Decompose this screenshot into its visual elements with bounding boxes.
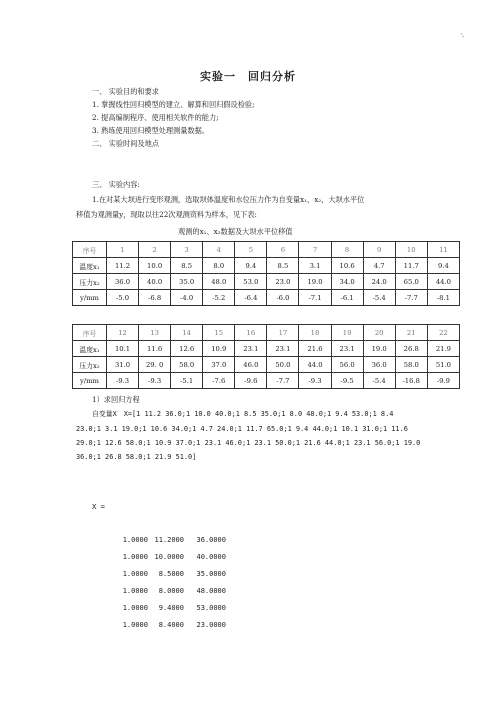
table-cell: -9.5: [331, 373, 363, 389]
table-cell: 12: [107, 325, 139, 341]
matrix-cell: 1.0000: [122, 587, 148, 595]
table-cell: 21.6: [299, 341, 331, 357]
table-cell: 9.4: [427, 258, 459, 274]
code-line-2: 23.0;1 3.1 19.0;1 10.6 34.0;1 4.7 24.0;1 11.7 65.0;1 9.4 44.0;1 10.1 31.0;1 11.6: [76, 425, 408, 433]
table-cell: 14: [171, 325, 203, 341]
table-cell: 36.0: [363, 357, 395, 373]
table-row: [73, 274, 460, 290]
table-cell: -6.0: [267, 290, 299, 306]
table-cell: 19.0: [363, 341, 395, 357]
table-cell: 58.0: [171, 357, 203, 373]
table-cell: 22: [427, 325, 459, 341]
matrix-cell: 8.4000: [158, 621, 184, 629]
table-cell: -5.4: [363, 290, 395, 306]
table-cell: -9.6: [235, 373, 267, 389]
table-cell: 18: [299, 325, 331, 341]
table-cell: 8.5: [171, 258, 203, 274]
table-cell: 50.0: [267, 357, 299, 373]
matrix-cell: 23.0000: [196, 621, 226, 629]
matrix-cell: 11.2000: [154, 536, 184, 544]
table-cell: -5.2: [203, 290, 235, 306]
matrix-cell: 1.0000: [122, 536, 148, 544]
table-cell: 51.0: [427, 357, 459, 373]
table-cell: 21.9: [427, 341, 459, 357]
table-cell: 21: [395, 325, 427, 341]
section-2-heading: 二、 实验时间及地点: [92, 139, 159, 148]
matrix-cell: 1.0000: [122, 570, 148, 578]
table-cell: 17: [267, 325, 299, 341]
table-cell: 3.1: [299, 258, 331, 274]
table-cell: -9.9: [427, 373, 459, 389]
table-cell: -9.3: [299, 373, 331, 389]
table-cell: 31.0: [107, 357, 139, 373]
table-cell: -9.3: [139, 373, 171, 389]
table-cell: 9: [363, 242, 395, 258]
table-cell: 8.5: [267, 258, 299, 274]
section-1-heading: 一、 实验目的和要求: [92, 87, 159, 96]
table-cell: 3: [171, 242, 203, 258]
matrix-cell: 1.0000: [122, 604, 148, 612]
table-cell: 23.1: [235, 341, 267, 357]
row-header-cell: 温度x₁: [73, 341, 107, 357]
table-cell: 10.0: [139, 258, 171, 274]
code-line-4: 36.0;1 26.8 58.0;1 21.9 51.0]: [76, 453, 197, 461]
matrix-cell: 8.0000: [158, 587, 184, 595]
table-cell: 10.9: [203, 341, 235, 357]
table-cell: 11.6: [139, 341, 171, 357]
table-cell: 13: [139, 325, 171, 341]
matrix-cell: 1.0000: [122, 621, 148, 629]
matrix-cell: 36.0000: [196, 536, 226, 544]
table-cell: 19.0: [299, 274, 331, 290]
table-cell: 35.0: [171, 274, 203, 290]
table-cell: 40.0: [139, 274, 171, 290]
table-cell: -7.6: [203, 373, 235, 389]
matrix-cell: 48.0000: [196, 587, 226, 595]
code-line-1: 自变量X X=[1 11.2 36.0;1 10.0 40.0;1 8.5 35.0;1 8.0 48.0;1 9.4 53.0;1 8.4: [92, 410, 394, 418]
table-caption: 观测的x₁、x₂数据及大坝水平位移值: [178, 227, 293, 236]
table-cell: -7.7: [395, 290, 427, 306]
table-cell: 7: [299, 242, 331, 258]
table-cell: 11: [427, 242, 459, 258]
table-cell: 10.1: [107, 341, 139, 357]
table-cell: -5.0: [107, 290, 139, 306]
table-cell: 48.0: [203, 274, 235, 290]
table-cell: 26.8: [395, 341, 427, 357]
matrix-label: X =: [92, 502, 105, 511]
table-cell: 12.6: [171, 341, 203, 357]
matrix-cell: 35.0000: [196, 570, 226, 578]
matrix-cell: 8.5000: [158, 570, 184, 578]
table-cell: 6: [267, 242, 299, 258]
table-cell: -7.1: [299, 290, 331, 306]
requirement-1: 1. 掌握线性回归模型的建立、解算和回归假设检验;: [92, 100, 255, 109]
table-cell: 8.0: [203, 258, 235, 274]
table-row: [73, 341, 460, 357]
table-row: [73, 258, 460, 274]
table-cell: -8.1: [427, 290, 459, 306]
table-cell: -4.0: [171, 290, 203, 306]
row-header-cell: 温度x₁: [73, 258, 107, 274]
row-header-cell: 压力x₂: [73, 274, 107, 290]
table-cell: 1: [107, 242, 139, 258]
table-cell: 8: [331, 242, 363, 258]
table-cell: -7.7: [267, 373, 299, 389]
table-cell: 15: [203, 325, 235, 341]
table-row: [73, 290, 460, 306]
table-cell: 9.4: [235, 258, 267, 274]
intro-line-1: 1.在对某大坝进行变形观测，选取坝体温度和水位压力作为自变量x₁，x₂，大坝水平位: [92, 195, 365, 204]
table-cell: 56.0: [331, 357, 363, 373]
data-table-1: [72, 241, 460, 306]
section-3-heading: 三、 实验内容:: [92, 180, 140, 189]
requirement-2: 2. 提高编制程序、使用相关软件的能力;: [92, 113, 219, 122]
table-cell: -16.8: [395, 373, 427, 389]
matrix-cell: 1.0000: [122, 553, 148, 561]
table-cell: 23.0: [267, 274, 299, 290]
matrix-cell: 40.0000: [196, 553, 226, 561]
matrix-cell: 9.4000: [158, 604, 184, 612]
table-cell: 11.2: [107, 258, 139, 274]
table-cell: 16: [235, 325, 267, 341]
row-header-cell: y/mm: [73, 290, 107, 306]
table-cell: 23.1: [331, 341, 363, 357]
table-cell: 23.1: [267, 341, 299, 357]
table-cell: -6.4: [235, 290, 267, 306]
table-cell: 4.7: [363, 258, 395, 274]
row-header-cell: 序号: [73, 242, 107, 258]
table-cell: -5.4: [363, 373, 395, 389]
table-row: [73, 242, 460, 258]
table-cell: 10.6: [331, 258, 363, 274]
table-cell: 4: [203, 242, 235, 258]
table-cell: 44.0: [299, 357, 331, 373]
table-cell: 58.0: [395, 357, 427, 373]
page-title: 实验一 回归分析: [200, 70, 296, 83]
code-line-3: 29.0;1 12.6 58.0;1 10.9 37.0;1 23.1 46.0;1 23.1 50.0;1 21.6 44.0;1 23.1 56.0;1 19.0: [76, 439, 421, 447]
table-cell: 5: [235, 242, 267, 258]
table-cell: 19: [331, 325, 363, 341]
intro-line-2: 移值为观测量y，现取以往22次观测资料为样本，见下表:: [76, 210, 257, 219]
table-row: [73, 357, 460, 373]
table-cell: 2: [139, 242, 171, 258]
table-cell: 44.0: [427, 274, 459, 290]
table-cell: -6.8: [139, 290, 171, 306]
table-cell: 11.7: [395, 258, 427, 274]
step-1-heading: 1）求回归方程: [92, 395, 140, 404]
row-header-cell: y/mm: [73, 373, 107, 389]
table-cell: -5.1: [171, 373, 203, 389]
row-header-cell: 序号: [73, 325, 107, 341]
table-cell: -9.3: [107, 373, 139, 389]
table-cell: -6.1: [331, 290, 363, 306]
table-cell: 46.0: [235, 357, 267, 373]
table-cell: 34.0: [331, 274, 363, 290]
table-row: [73, 373, 460, 389]
table-cell: 20: [363, 325, 395, 341]
row-header-cell: 压力x₂: [73, 357, 107, 373]
table-cell: 10: [395, 242, 427, 258]
table-cell: 37.0: [203, 357, 235, 373]
table-cell: 53.0: [235, 274, 267, 290]
table-cell: 24.0: [363, 274, 395, 290]
table-cell: 36.0: [107, 274, 139, 290]
corner-mark: '-: [460, 33, 464, 40]
matrix-cell: 10.0000: [154, 553, 184, 561]
table-cell: 65.0: [395, 274, 427, 290]
requirement-3: 3. 熟练使用回归模型处理测量数据。: [92, 126, 209, 135]
data-table-2: [72, 324, 460, 389]
matrix-cell: 53.0000: [196, 604, 226, 612]
table-row: [73, 325, 460, 341]
table-cell: 29. 0: [139, 357, 171, 373]
